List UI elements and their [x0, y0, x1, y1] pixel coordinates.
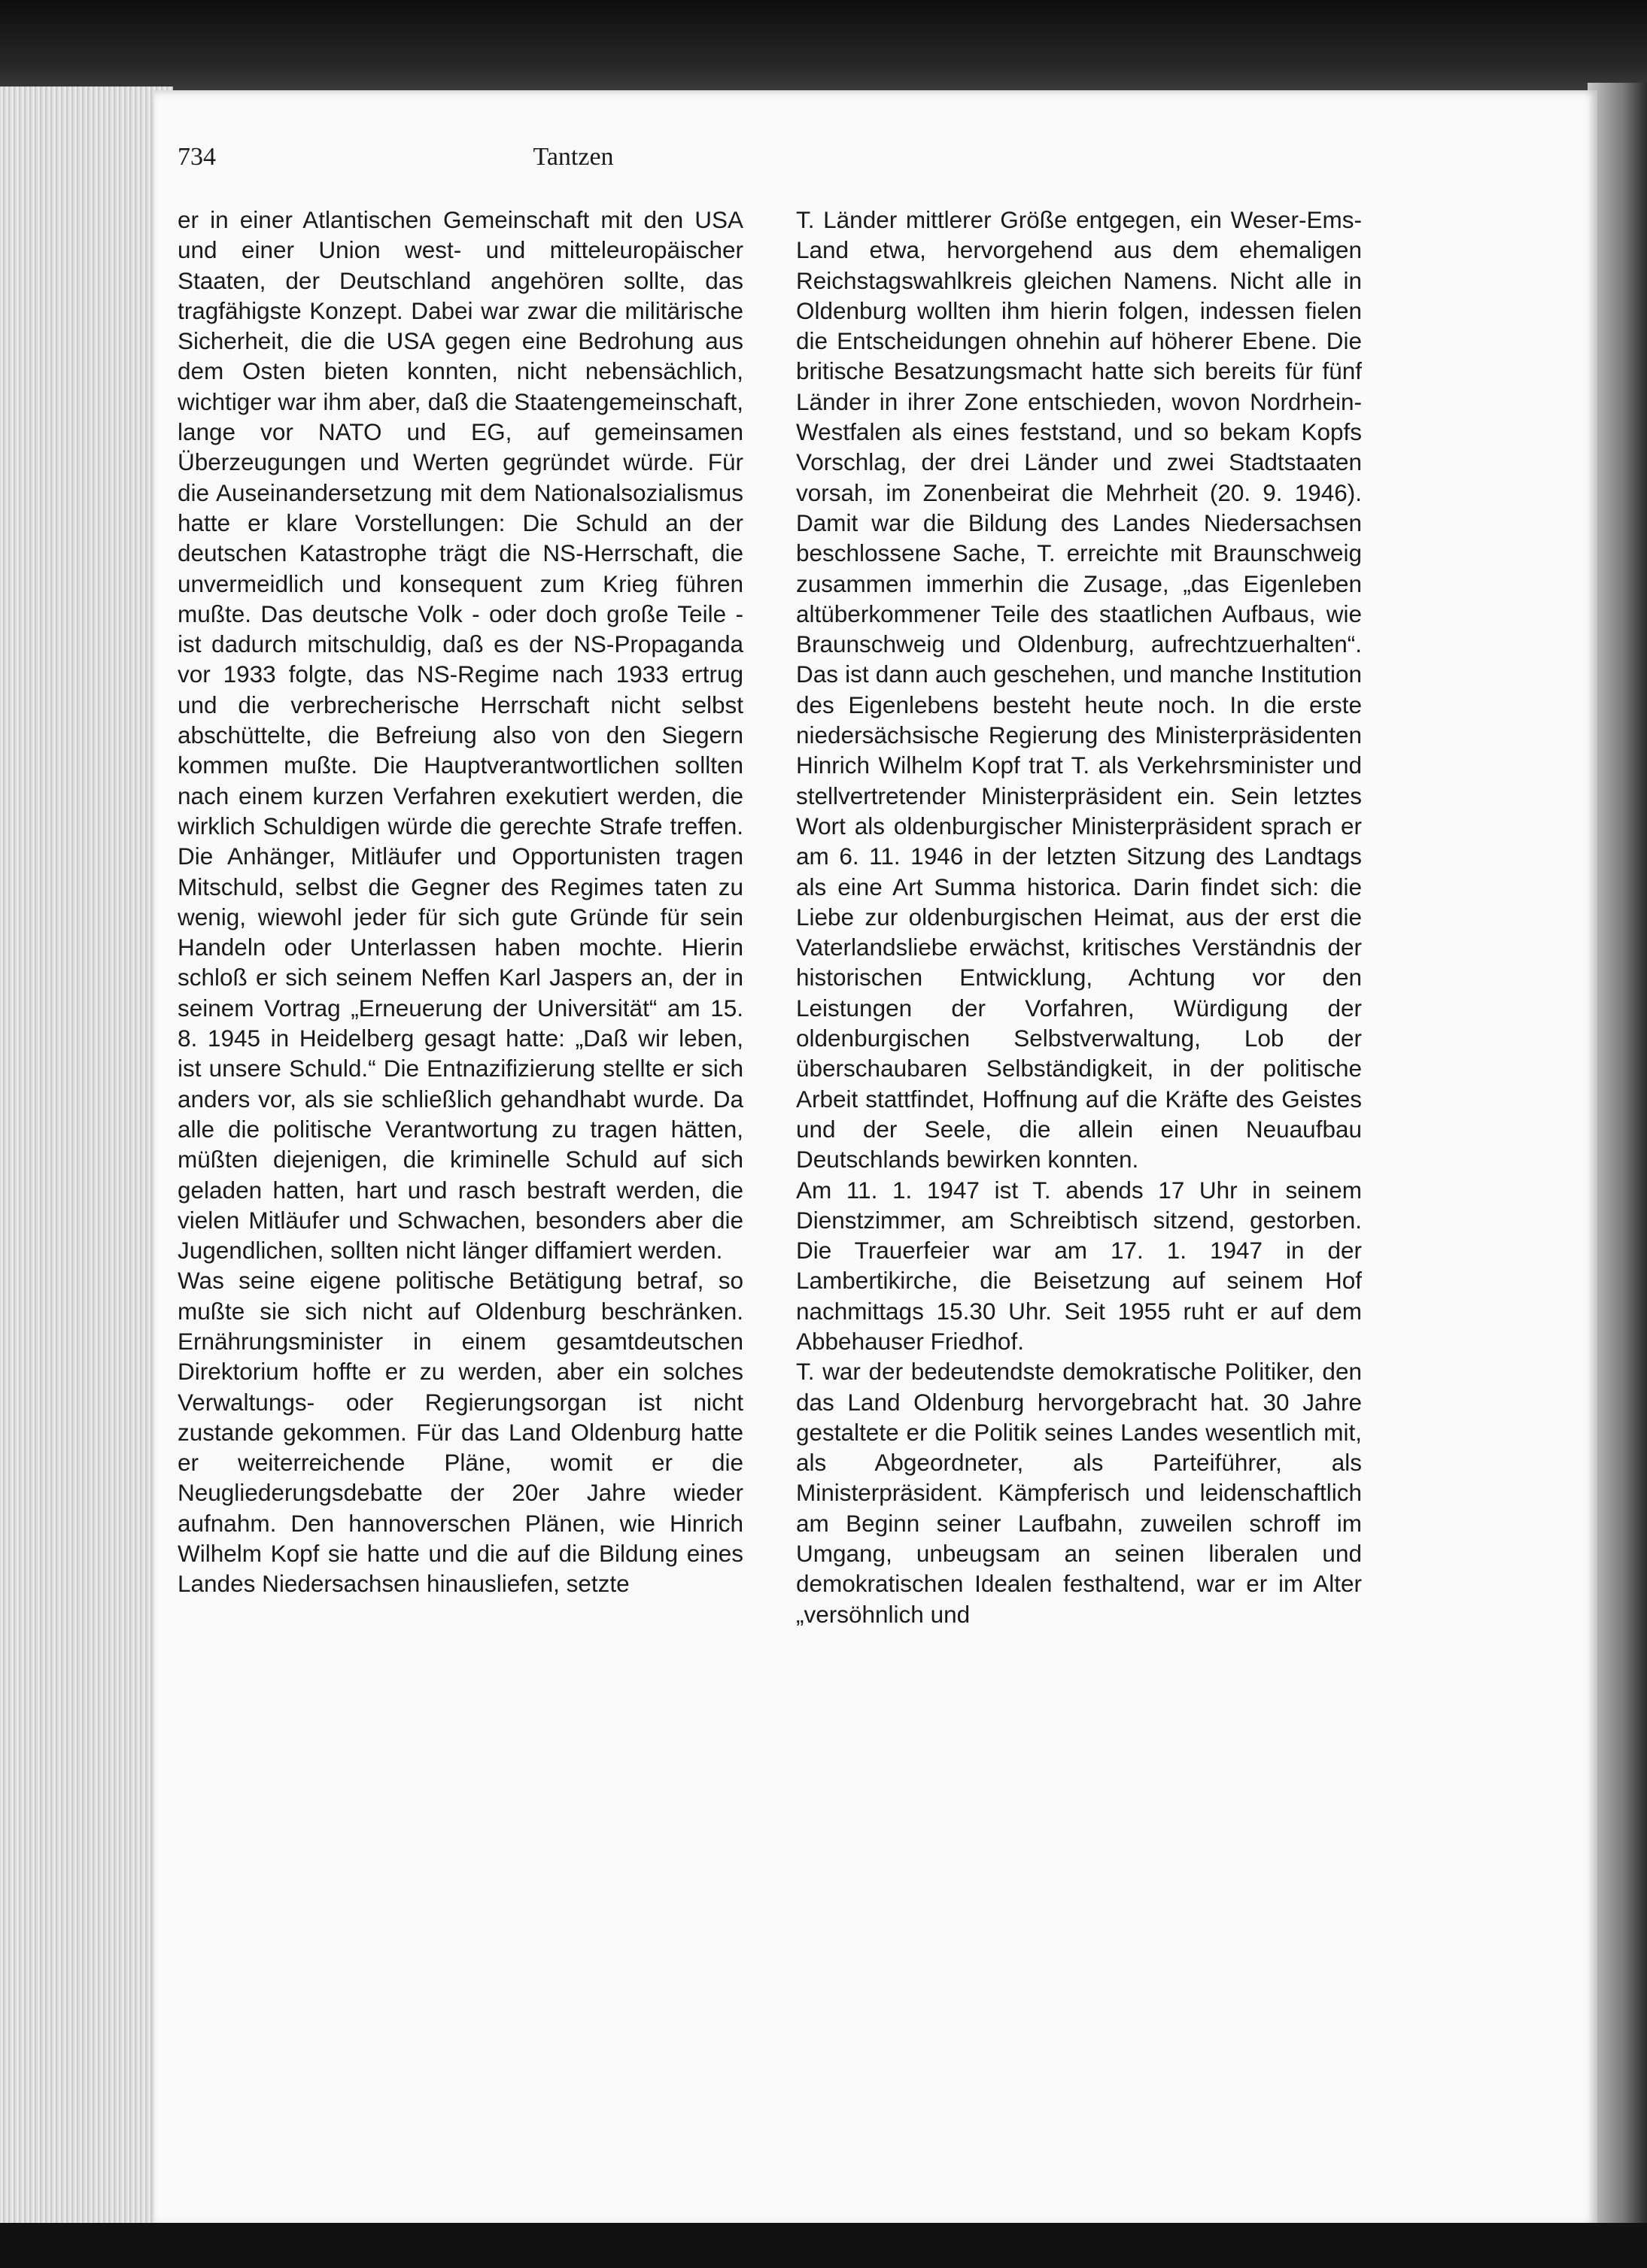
running-title: Tantzen	[533, 143, 614, 171]
scanner-background-bottom	[0, 2223, 1647, 2268]
text-column-right	[796, 205, 1362, 1629]
scanner-background-top	[0, 0, 1647, 90]
paragraph: Am 11. 1. 1947 ist T. abends 17 Uhr in seinem Dienstzimmer, am Schreibtisch sitzend, gestorben. Die Trauerfeier war am 17. 1. 1947 in der Lambertikirche, die Beisetzung auf seinem Hof nachmittags 15.30 Uhr. Seit 1955 ruht er auf dem Abbehauser Friedhof.	[796, 1176, 1362, 1355]
text-column-left	[178, 205, 743, 1599]
book-page-edges	[0, 87, 173, 2238]
paragraph: er in einer Atlantischen Gemeinschaft mit den USA und einer Union west- und mitteleuropäischer Staaten, der Deutschland angehören sollte, das tragfähigste Konzept. Dabei war zwar die militärische Sicherheit, die die USA gegen eine Bedrohung aus dem Osten bieten konnten, nicht nebensächlich, wichtiger war ihm aber, daß die Staatengemeinschaft, lange vor NATO und EG, auf gemeinsamen Überzeugungen und Werten gegründet würde. Für die Auseinandersetzung mit dem Nationalsozialismus hatte er klare Vorstellungen: Die Schuld an der deutschen Katastrophe trägt die NS-Herrschaft, die unvermeidlich und konsequent zum Krieg führen mußte. Das deutsche Volk - oder doch große Teile - ist dadurch mitschuldig, daß es der NS-Propaganda vor 1933 folgte, das NS-Regime nach 1933 ertrug und die verbrecherische Herrschaft nicht selbst abschüttelte, die Befreiung also von den Siegern kommen mußte. Die Hauptverantwortlichen sollten nach einem kurzen Verfahren exekutiert werden, die wirklich Schuldigen würde die gerechte Strafe treffen. Die Anhänger, Mitläufer und Opportunisten tragen Mitschuld, selbst die Gegner des Regimes taten zu wenig, wiewohl jeder für sich gute Gründe für sein Handeln oder Unterlassen haben mochte. Hierin schloß er sich seinem Neffen Karl Jaspers an, der in seinem Vortrag „Erneuerung der Universität“ am 15. 8. 1945 in Heidelberg gesagt hatte: „Daß wir leben, ist unsere Schuld.“ Die Entnazifizierung stellte er sich anders vor, als sie schließlich gehandhabt wurde. Da alle die politische Verantwortung zu tragen hätten, müßten diejenigen, die kriminelle Schuld auf sich geladen hatten, hart und rasch bestraft werden, die vielen Mitläufer und Schwachen, besonders aber die Jugendlichen, sollten nicht länger diffamiert werden.	[178, 206, 743, 1265]
paragraph: Was seine eigene politische Betätigung betraf, so mußte sie sich nicht auf Oldenburg beschränken. Ernährungsminister in einem gesamtdeutschen Direktorium hoffte er zu werden, aber ein solches Verwaltungs- oder Regierungsorgan ist nicht zustande gekommen. Für das Land Oldenburg hatte er weiterreichende Pläne, womit er die Neugliederungsdebatte der 20er Jahre wieder aufnahm. Den hannoverschen Plänen, wie Hinrich Wilhelm Kopf sie hatte und die auf die Bildung eines Landes Niedersachsen hinausliefen, setzte	[178, 1267, 743, 1598]
paragraph: T. Länder mittlerer Größe entgegen, ein Weser-Ems-Land etwa, hervorgehend aus dem ehemaligen Reichstagswahlkreis gleichen Namens. Nicht alle in Oldenburg wollten ihm hierin folgen, indessen fielen die Entscheidungen ohnehin auf höherer Ebene. Die britische Besatzungsmacht hatte sich bereits für fünf Länder in ihrer Zone entschieden, wovon Nordrhein-Westfalen als eines feststand, und so bekam Kopfs Vorschlag, der drei Länder und zwei Stadtstaaten vorsah, im Zonenbeirat die Mehrheit (20. 9. 1946). Damit war die Bildung des Landes Niedersachsen beschlossene Sache, T. erreichte mit Braunschweig zusammen immerhin die Zusage, „das Eigenleben altüberkommener Teile des staatlichen Aufbaus, wie Braunschweig und Oldenburg, aufrechtzuerhalten“. Das ist dann auch geschehen, und manche Institution des Eigenlebens besteht heute noch. In die erste niedersächsische Regierung des Ministerpräsidenten Hinrich Wilhelm Kopf trat T. als Verkehrsminister und stellvertretender Ministerpräsident ein. Sein letztes Wort als oldenburgischer Ministerpräsident sprach er am 6. 11. 1946 in der letzten Sitzung des Landtags als eine Art Summa historica. Darin findet sich: die Liebe zur oldenburgischen Heimat, aus der erst die Vaterlandsliebe erwächst, kritisches Verständnis der historischen Entwicklung, Achtung vor den Leistungen der Vorfahren, Würdigung der oldenburgischen Selbstverwaltung, Lob der überschaubaren Selbständigkeit, in der politische Arbeit stattfindet, Hoffnung auf die Kräfte des Geistes und der Seele, die allein einen Neuaufbau Deutschlands bewirken konnten.	[796, 206, 1362, 1173]
paragraph: T. war der bedeutendste demokratische Politiker, den das Land Oldenburg hervorgebracht hat. 30 Jahre gestaltete er die Politik seines Landes wesentlich mit, als Abgeordneter, als Parteiführer, als Ministerpräsident. Kämpferisch und leidenschaftlich am Beginn seiner Laufbahn, zuweilen schroff im Umgang, unbeugsam an seinen liberalen und demokratischen Idealen festhaltend, war er im Alter „versöhnlich und	[796, 1358, 1362, 1628]
page-number: 734	[178, 143, 216, 171]
